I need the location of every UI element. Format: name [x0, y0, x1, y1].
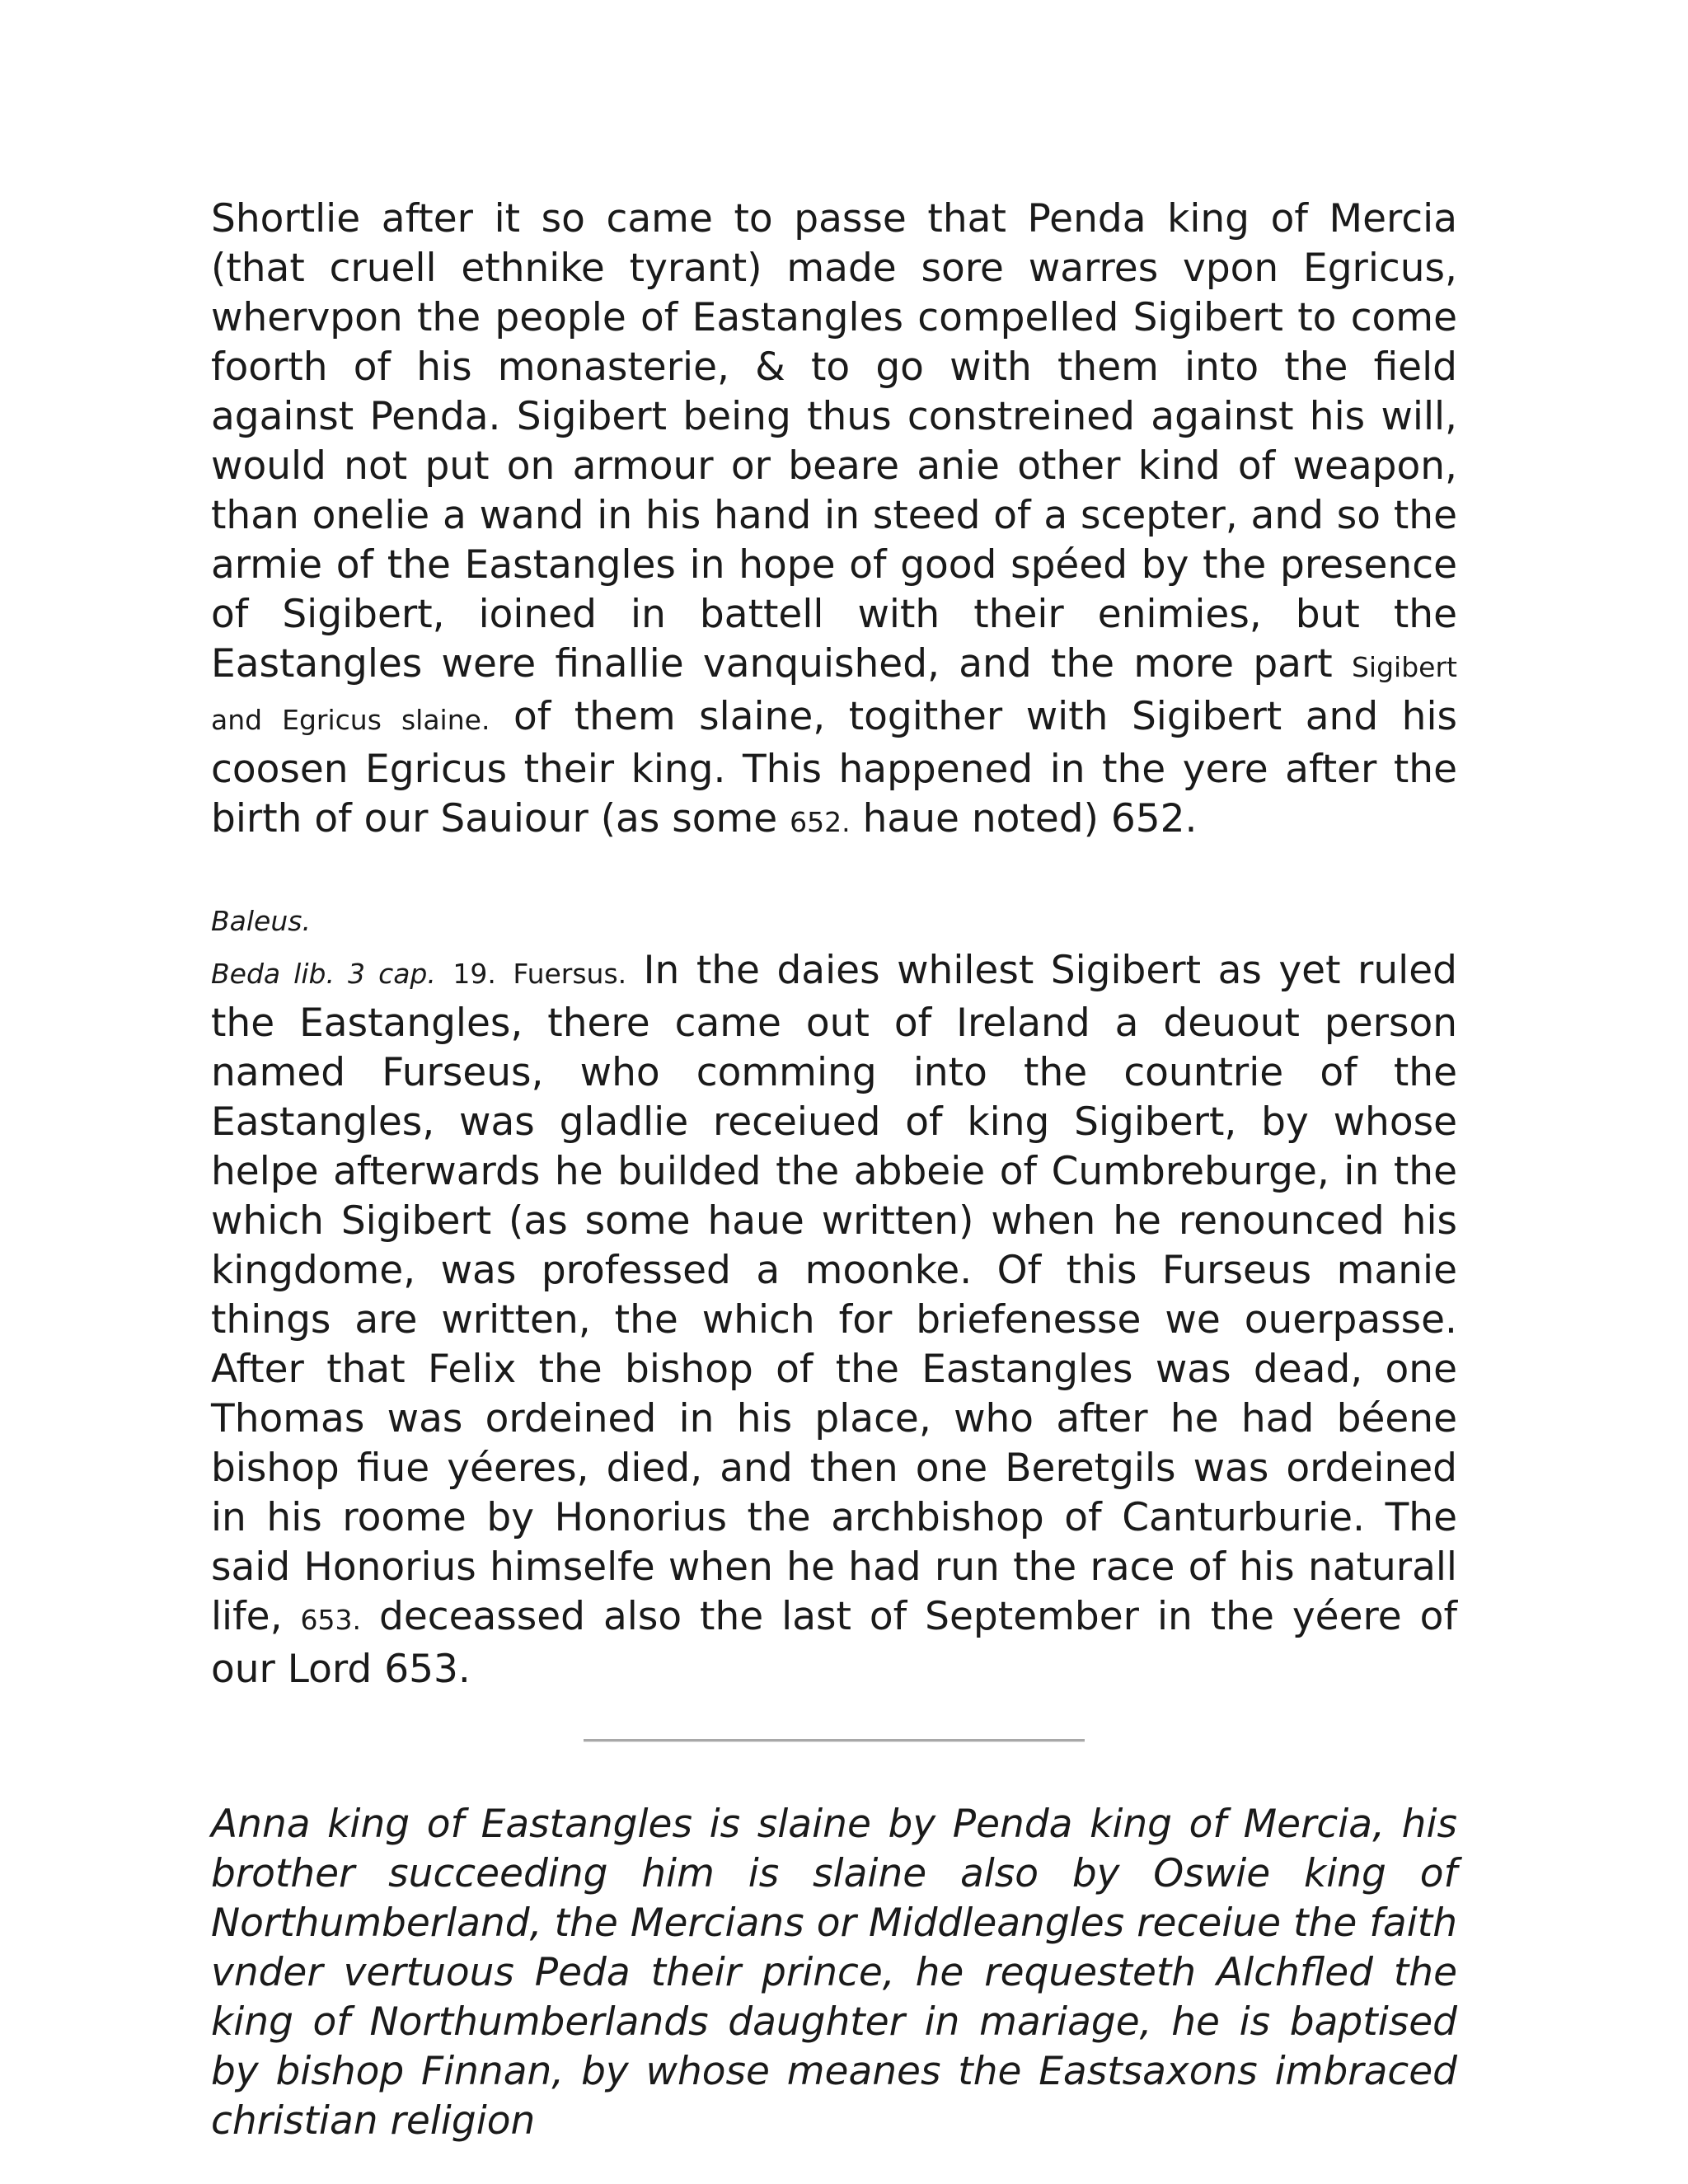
- paragraph-text: deceassed also the last of September in the yéere of our Lord 653.: [211, 1594, 1457, 1692]
- chapter-summary: Anna king of Eastangles is slaine by Penda king of Mercia, his brother succeeding him is slaine also by Oswie king of Northumberland, the Mercians or Middleangles receiue the faith vnder vertuous Peda their prince, he requesteth Alchfled the king of Northumberlands daughter in mariage, he is baptised by bishop Finnan, by whose meanes the Eastsaxons imbraced christian religion: [211, 1802, 1457, 2144]
- paragraph-sigibert-battle: [211, 194, 1457, 847]
- paragraph-text: of them slaine, togither with Sigibert and his coosen Egricus their king. This happened in the yere after the birth of our Sauiour (as some: [211, 694, 1457, 841]
- margin-note-beda-chapter: 19.: [452, 958, 496, 990]
- paragraph-text: Shortlie after it so came to passe that Penda king of Mercia (that cruell ethnike tyrant) made sore warres vpon Egricus, whervpon the people of Eastangles compelled Sigibert to come foorth of his monasterie, & to go with them into the field against Penda. Sigibert being thus constreined against his will, would not put on armour or beare anie other kind of weapon, than onelie a wand in his hand in steed of a scepter, and so the armie of the Eastangles in hope of good spéed by the presence of Sigibert, ioined in battell with their enimies, but the Eastangles were finallie vanquished, and the more part: [211, 196, 1457, 687]
- paragraph-furseus: [211, 946, 1457, 1694]
- margin-note-beda: Beda lib. 3 cap.: [211, 958, 436, 990]
- document-page: [211, 194, 1457, 2146]
- paragraph-text: In the daies whilest Sigibert as yet ruled the Eastangles, there came out of Ireland a deuout person named Furseus, who comming into the countrie of the Eastangles, was gladlie receiued of king Sigibert, by whose helpe afterwards he builded the abbeie of Cumbreburge, in the which Sigibert (as some haue written) when he renounced his kingdome, was professed a moonke. Of this Furseus manie things are written, the which for briefenesse we ouerpasse. After that Felix the bishop of the Eastangles was dead, one Thomas was ordeined in his place, who after he had béene bishop fiue yéeres, died, and then one Beretgils was ordeined in his roome by Honorius the archbishop of Canturburie. The said Honorius himselfe when he had run the race of his naturall life,: [211, 948, 1457, 1639]
- margin-note-year-652: 652.: [790, 806, 851, 838]
- paragraph-gap: [211, 847, 1457, 897]
- section-divider: [584, 1739, 1085, 1742]
- paragraph-text: haue noted) 652.: [862, 796, 1198, 841]
- margin-note-fuersus: Fuersus.: [513, 958, 627, 990]
- margin-note-baleus: Baleus.: [211, 905, 311, 937]
- margin-note-sigibert-slaine: Sigibert and Egricus slaine.: [211, 651, 1457, 736]
- margin-note-year-653: 653.: [300, 1604, 361, 1636]
